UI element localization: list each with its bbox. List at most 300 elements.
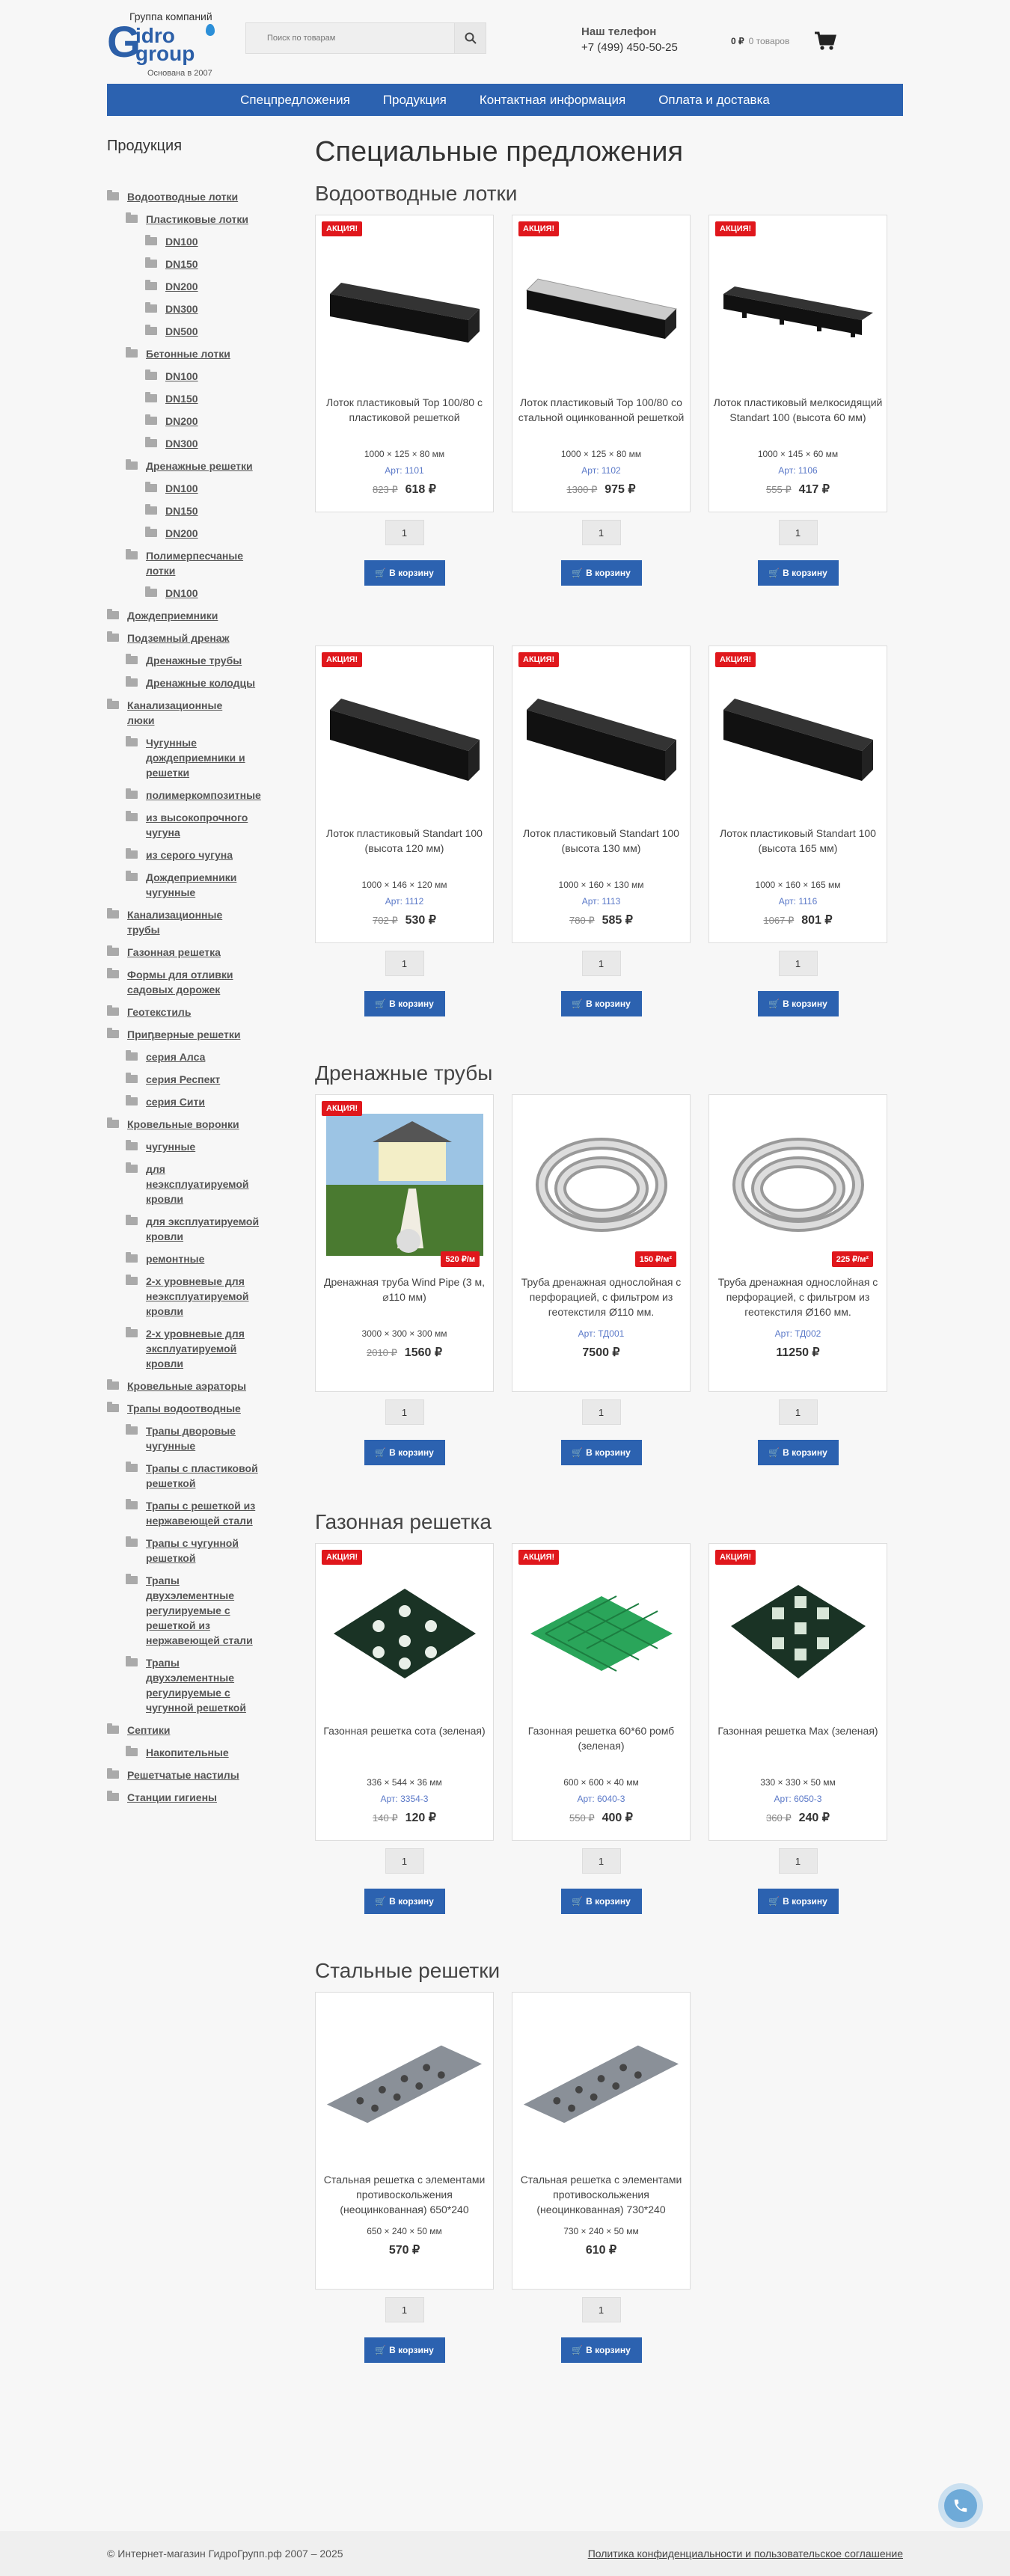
sidebar-item[interactable] bbox=[107, 1767, 287, 1782]
sidebar-item[interactable] bbox=[107, 346, 287, 361]
product-box[interactable] bbox=[512, 1094, 691, 1392]
product-image[interactable] bbox=[323, 2000, 486, 2165]
product-article: Арт: 1116 bbox=[778, 896, 818, 907]
cart-icon: 🛒 bbox=[768, 1896, 780, 1907]
product-box[interactable] bbox=[315, 1094, 494, 1392]
sidebar-item-label[interactable]: DN200 bbox=[165, 280, 198, 292]
product-name[interactable]: Газонная решетка 60*60 ромб (зеленая) bbox=[527, 1725, 675, 1752]
product-name[interactable]: Труба дренажная однослойная с перфорацией, с фильтром из геотекстиля Ø110 мм. bbox=[521, 1276, 682, 1318]
sidebar-item[interactable] bbox=[107, 189, 287, 204]
sidebar-item[interactable] bbox=[107, 810, 287, 840]
sidebar-item-label[interactable]: Трапы с решеткой из нержавеющей стали bbox=[146, 1500, 256, 1527]
sidebar-item-label[interactable]: DN100 bbox=[165, 587, 198, 599]
product-card bbox=[315, 215, 494, 586]
product-card bbox=[512, 645, 691, 1016]
quantity-input[interactable]: 1 bbox=[779, 1399, 818, 1425]
quantity-input[interactable]: 1 bbox=[582, 1848, 621, 1874]
sidebar-item[interactable] bbox=[107, 526, 287, 541]
folder-icon bbox=[145, 589, 157, 597]
folder-icon bbox=[145, 417, 157, 425]
product-name[interactable]: Лоток пластиковый мелкосидящий Standart 100 (высота 60 мм) bbox=[713, 396, 883, 423]
sidebar-item-label[interactable]: Трапы двухэлементные регулируемые с решеткой из нержавеющей стали bbox=[146, 1574, 253, 1646]
sidebar-item-label[interactable]: Кровельные воронки bbox=[127, 1118, 239, 1130]
search-input[interactable] bbox=[246, 23, 448, 53]
sidebar-item[interactable] bbox=[107, 675, 287, 690]
sidebar-item-label[interactable]: Накопительные bbox=[146, 1747, 229, 1758]
sidebar-item[interactable] bbox=[107, 1005, 287, 1019]
product-box[interactable] bbox=[512, 1992, 691, 2290]
add-to-cart-label: В корзину bbox=[783, 1896, 827, 1907]
sidebar-item[interactable] bbox=[107, 1401, 287, 1416]
product-box[interactable] bbox=[315, 1992, 494, 2290]
sidebar-item[interactable] bbox=[107, 945, 287, 960]
footer-copyright: © Интернет-магазин ГидроГрупп.рф 2007 – 2025 bbox=[107, 2548, 343, 2560]
sidebar-item[interactable] bbox=[107, 653, 287, 668]
unit-price-badge: 225 ₽/м² bbox=[832, 1251, 873, 1267]
sidebar-item[interactable] bbox=[107, 1274, 287, 1319]
sidebar-item[interactable] bbox=[107, 414, 287, 429]
sidebar-item-label[interactable]: из высокопрочного чугуна bbox=[146, 812, 248, 838]
sidebar-item-label[interactable]: Станции гигиены bbox=[127, 1791, 217, 1803]
add-to-cart-button[interactable] bbox=[758, 1889, 839, 1914]
product-name[interactable]: Лоток пластиковый Standart 100 (высота 130 мм) bbox=[523, 827, 679, 854]
folder-icon bbox=[126, 656, 138, 664]
product-image[interactable] bbox=[520, 2000, 682, 2165]
sidebar-item-label[interactable]: DN200 bbox=[165, 415, 198, 427]
add-to-cart-button[interactable] bbox=[758, 1440, 839, 1465]
sale-badge: АКЦИЯ! bbox=[715, 652, 756, 667]
product-card bbox=[315, 1992, 494, 2363]
folder-icon bbox=[145, 484, 157, 492]
logo-since: Основана в 2007 bbox=[147, 69, 212, 78]
product-price bbox=[316, 913, 493, 927]
sidebar-item[interactable] bbox=[107, 1117, 287, 1132]
sidebar-item-label[interactable]: Подземный дренаж bbox=[127, 632, 230, 644]
product-image[interactable] bbox=[323, 1103, 486, 1267]
product-name[interactable]: Лоток пластиковый Top 100/80 с пластиковой решеткой bbox=[326, 396, 483, 423]
product-image[interactable] bbox=[520, 654, 682, 818]
add-to-cart-button[interactable] bbox=[364, 2337, 445, 2363]
sidebar-item-label[interactable]: Водоотводные лотки bbox=[127, 191, 239, 203]
sidebar-item[interactable] bbox=[107, 1379, 287, 1393]
sidebar-item-label[interactable]: серия Сити bbox=[146, 1096, 205, 1108]
folder-icon bbox=[126, 1217, 138, 1225]
product-box[interactable] bbox=[708, 645, 887, 943]
sidebar-item-label[interactable]: для эксплуатируемой кровли bbox=[146, 1215, 260, 1242]
quantity-input[interactable]: 1 bbox=[582, 1399, 621, 1425]
sidebar-item[interactable] bbox=[107, 1139, 287, 1154]
sidebar-item-label[interactable]: серия Алса bbox=[146, 1051, 206, 1063]
sidebar-item[interactable] bbox=[107, 1094, 287, 1109]
sidebar-item[interactable] bbox=[107, 436, 287, 451]
quantity-input[interactable]: 1 bbox=[385, 951, 424, 976]
unit-price-badge: 520 ₽/м bbox=[441, 1251, 480, 1267]
product-box[interactable] bbox=[512, 1543, 691, 1841]
phone-label: Наш телефон bbox=[581, 25, 657, 38]
sidebar-item[interactable] bbox=[107, 1423, 287, 1453]
folder-icon bbox=[126, 461, 138, 470]
quantity-input[interactable]: 1 bbox=[582, 520, 621, 545]
sidebar-item-label[interactable]: Дренажные трубы bbox=[146, 654, 242, 666]
sidebar-item[interactable] bbox=[107, 548, 287, 578]
search-box bbox=[245, 22, 486, 54]
nav-products[interactable]: Продукция bbox=[382, 93, 447, 107]
product-dims: 1000 × 125 × 80 мм bbox=[364, 449, 445, 459]
product-image[interactable] bbox=[323, 223, 486, 387]
product-image[interactable] bbox=[520, 1551, 682, 1716]
product-grid bbox=[315, 1543, 903, 1914]
sidebar-item[interactable] bbox=[107, 1536, 287, 1565]
product-image[interactable] bbox=[717, 1103, 879, 1267]
product-box[interactable] bbox=[708, 1543, 887, 1841]
sidebar-item-label[interactable]: Дождеприемники bbox=[127, 610, 218, 622]
product-image[interactable] bbox=[717, 223, 879, 387]
sale-badge: АКЦИЯ! bbox=[322, 1101, 362, 1116]
product-card bbox=[708, 645, 887, 1016]
add-to-cart-label: В корзину bbox=[783, 999, 827, 1009]
product-section bbox=[315, 1959, 903, 2363]
sidebar-item-label[interactable]: Канализационные люки bbox=[127, 699, 223, 726]
sidebar-item-label[interactable]: DN300 bbox=[165, 438, 198, 450]
old-price: 1067 ₽ bbox=[763, 915, 795, 926]
sidebar-item[interactable] bbox=[107, 391, 287, 406]
sidebar-item[interactable] bbox=[107, 1251, 287, 1266]
folder-icon bbox=[107, 634, 119, 642]
sidebar-item-label[interactable]: DN150 bbox=[165, 505, 198, 517]
add-to-cart-button[interactable] bbox=[364, 1440, 445, 1465]
product-card bbox=[512, 1543, 691, 1914]
sidebar-item[interactable] bbox=[107, 1326, 287, 1371]
product-card bbox=[512, 1094, 691, 1465]
sidebar-item[interactable] bbox=[107, 1049, 287, 1064]
add-to-cart-button[interactable] bbox=[758, 991, 839, 1016]
product-card bbox=[512, 1992, 691, 2363]
sidebar-item[interactable] bbox=[107, 1072, 287, 1087]
product-price bbox=[512, 2242, 690, 2257]
sidebar-item[interactable] bbox=[107, 907, 287, 937]
folder-icon bbox=[145, 282, 157, 290]
product-name[interactable]: Труба дренажная однослойная с перфорацией, с фильтром из геотекстиля Ø160 мм. bbox=[717, 1276, 878, 1318]
sidebar-item-label[interactable]: Чугунные дождеприемники и решетки bbox=[146, 737, 245, 779]
sidebar-item[interactable] bbox=[107, 257, 287, 272]
sidebar-item-label[interactable]: Дренажные колодцы bbox=[146, 677, 256, 689]
sidebar-item[interactable] bbox=[107, 586, 287, 601]
sidebar-item-label[interactable]: DN100 bbox=[165, 370, 198, 382]
sidebar-item[interactable] bbox=[107, 698, 287, 728]
product-card bbox=[315, 1543, 494, 1914]
sidebar-item-label[interactable]: серия Респект bbox=[146, 1073, 221, 1085]
sidebar-item-label[interactable]: полимеркомпозитные bbox=[146, 789, 261, 801]
sidebar-item-label[interactable]: Кровельные аэраторы bbox=[127, 1380, 247, 1392]
folder-icon bbox=[126, 1329, 138, 1337]
quantity-input[interactable]: 1 bbox=[385, 520, 424, 545]
quantity-input[interactable]: 1 bbox=[385, 1848, 424, 1874]
sidebar-item[interactable] bbox=[107, 1790, 287, 1805]
product-name[interactable]: Стальная решетка с элементами противоскольжения (неоцинкованная) 650*240 bbox=[323, 2174, 486, 2215]
add-to-cart-label: В корзину bbox=[389, 999, 434, 1009]
product-box[interactable] bbox=[512, 645, 691, 943]
product-name[interactable]: Дренажная труба Wind Pipe (3 м, ⌀110 мм) bbox=[323, 1276, 486, 1303]
product-price bbox=[709, 1810, 887, 1825]
current-price: 610 ₽ bbox=[585, 2244, 617, 2257]
sidebar-item[interactable] bbox=[107, 503, 287, 518]
sidebar-item-label[interactable]: Полимерпесчаные лотки bbox=[146, 550, 244, 577]
product-image[interactable] bbox=[520, 1103, 682, 1267]
cart-icon: 🛒 bbox=[375, 1447, 387, 1458]
add-to-cart-button[interactable] bbox=[561, 2337, 642, 2363]
sidebar-item[interactable] bbox=[107, 967, 287, 997]
quantity-input[interactable]: 1 bbox=[582, 2297, 621, 2322]
current-price: 585 ₽ bbox=[602, 914, 633, 927]
sidebar-item-label[interactable]: Дождеприемники чугунные bbox=[146, 871, 237, 898]
folder-icon bbox=[126, 813, 138, 821]
sidebar-item-label[interactable]: Трапы с пластиковой решеткой bbox=[146, 1462, 258, 1489]
current-price: 975 ₽ bbox=[605, 483, 636, 496]
sidebar-item-label[interactable]: Геотекстиль bbox=[127, 1006, 192, 1018]
product-article: Арт: 1113 bbox=[581, 896, 621, 907]
product-price bbox=[512, 913, 690, 927]
sidebar-item-label[interactable]: Решетчатые настилы bbox=[127, 1769, 239, 1781]
cart-icon: 🛒 bbox=[375, 2345, 387, 2355]
product-grid bbox=[315, 1992, 903, 2363]
search-button[interactable] bbox=[454, 23, 486, 53]
product-grid bbox=[315, 1094, 903, 1465]
folder-icon bbox=[126, 1277, 138, 1285]
sidebar-item[interactable] bbox=[107, 847, 287, 862]
add-to-cart-button[interactable] bbox=[561, 560, 642, 586]
add-to-cart-label: В корзину bbox=[783, 568, 827, 578]
sidebar-item[interactable] bbox=[107, 369, 287, 384]
product-box[interactable] bbox=[512, 215, 691, 512]
add-to-cart-button[interactable] bbox=[364, 991, 445, 1016]
sidebar-item-label[interactable]: Бетонные лотки bbox=[146, 348, 230, 360]
current-price: 1560 ₽ bbox=[404, 1346, 443, 1359]
sidebar-item-label[interactable]: Трапы с чугунной решеткой bbox=[146, 1537, 239, 1564]
logo[interactable] bbox=[107, 9, 227, 80]
sidebar-item-label[interactable]: 2-х уровневые для эксплуатируемой кровли bbox=[146, 1328, 245, 1370]
product-article: Арт: 1106 bbox=[778, 465, 818, 476]
sidebar-item[interactable] bbox=[107, 1162, 287, 1206]
quantity-input[interactable]: 1 bbox=[779, 1848, 818, 1874]
sidebar-item-label[interactable]: DN150 bbox=[165, 258, 198, 270]
cart-summary[interactable] bbox=[731, 36, 789, 46]
sidebar-item[interactable] bbox=[107, 1723, 287, 1738]
product-section bbox=[315, 1061, 903, 1465]
sidebar-item[interactable] bbox=[107, 481, 287, 496]
add-to-cart-button[interactable] bbox=[561, 1440, 642, 1465]
logo-top-text: Группа компаний bbox=[129, 10, 212, 22]
folder-icon bbox=[107, 910, 119, 919]
product-dims: 1000 × 160 × 165 мм bbox=[755, 880, 841, 890]
product-image[interactable] bbox=[717, 654, 879, 818]
product-box[interactable] bbox=[315, 1543, 494, 1841]
sidebar-item[interactable] bbox=[107, 301, 287, 316]
add-to-cart-label: В корзину bbox=[783, 1447, 827, 1458]
sidebar-item-label[interactable]: 2-х уровневые для неэксплуатируемой кровли bbox=[146, 1275, 249, 1317]
sale-badge: АКЦИЯ! bbox=[518, 1550, 559, 1565]
product-name[interactable]: Лоток пластиковый Top 100/80 со стальной оцинкованной решеткой bbox=[518, 396, 685, 423]
sidebar-item[interactable] bbox=[107, 870, 287, 900]
product-article: Арт: ТД001 bbox=[578, 1328, 625, 1339]
sidebar-item-label[interactable]: DN100 bbox=[165, 482, 198, 494]
product-article: Арт: 1102 bbox=[581, 465, 621, 476]
product-box[interactable] bbox=[315, 215, 494, 512]
old-price: 823 ₽ bbox=[373, 484, 398, 495]
quantity-input[interactable]: 1 bbox=[385, 1399, 424, 1425]
sidebar bbox=[107, 138, 287, 1812]
product-box[interactable] bbox=[315, 645, 494, 943]
current-price: 11250 ₽ bbox=[776, 1346, 820, 1359]
product-dims: 3000 × 300 × 300 мм bbox=[361, 1328, 447, 1339]
cart-sum: 0 ₽ bbox=[731, 36, 744, 46]
folder-icon bbox=[126, 1658, 138, 1666]
footer-policy-link[interactable]: Политика конфиденциальности и пользовательское соглашение bbox=[587, 2548, 903, 2560]
folder-icon bbox=[107, 1120, 119, 1128]
product-name[interactable]: Лоток пластиковый Standart 100 (высота 120 мм) bbox=[326, 827, 483, 854]
folder-icon bbox=[126, 1426, 138, 1435]
main-content bbox=[315, 136, 903, 2363]
sidebar-item-label[interactable]: Септики bbox=[127, 1724, 171, 1736]
current-price: 417 ₽ bbox=[798, 483, 830, 496]
sidebar-item[interactable] bbox=[107, 1745, 287, 1760]
sidebar-item[interactable] bbox=[107, 1498, 287, 1528]
sidebar-item[interactable] bbox=[107, 324, 287, 339]
product-article: Арт: ТД002 bbox=[774, 1328, 821, 1339]
sidebar-item-label[interactable]: Трапы водоотводные bbox=[127, 1402, 241, 1414]
product-image[interactable] bbox=[520, 223, 682, 387]
footer bbox=[0, 2531, 1010, 2576]
product-name[interactable]: Стальная решетка с элементами противоскольжения (неоцинкованная) 730*240 bbox=[520, 2174, 682, 2215]
callback-button[interactable] bbox=[938, 2483, 983, 2528]
quantity-input[interactable]: 1 bbox=[779, 951, 818, 976]
sidebar-item[interactable] bbox=[107, 459, 287, 473]
add-to-cart-label: В корзину bbox=[586, 999, 631, 1009]
product-card bbox=[315, 1094, 494, 1465]
product-image[interactable] bbox=[717, 1551, 879, 1716]
sidebar-item-label[interactable]: DN150 bbox=[165, 393, 198, 405]
folder-icon bbox=[126, 1501, 138, 1509]
search-icon bbox=[465, 32, 477, 44]
product-grid bbox=[315, 215, 903, 1016]
product-price bbox=[512, 1810, 690, 1825]
sidebar-item-label[interactable]: для неэксплуатируемой кровли bbox=[146, 1163, 249, 1205]
section-title: Водоотводные лотки bbox=[315, 182, 518, 205]
phone-number[interactable]: +7 (499) 450-50-25 bbox=[581, 41, 678, 54]
sidebar-item-label[interactable]: ремонтные bbox=[146, 1253, 205, 1265]
nav-special[interactable]: Спецпредложения bbox=[240, 93, 350, 107]
folder-icon bbox=[126, 873, 138, 881]
product-dims: 1000 × 125 × 80 мм bbox=[560, 449, 642, 459]
sidebar-item[interactable] bbox=[107, 1214, 287, 1244]
sidebar-item-label[interactable]: Приդверные решетки bbox=[127, 1028, 241, 1040]
cart-icon: 🛒 bbox=[375, 568, 387, 578]
sidebar-item[interactable] bbox=[107, 279, 287, 294]
product-article: Арт: 1112 bbox=[385, 896, 424, 907]
sidebar-item[interactable] bbox=[107, 788, 287, 803]
folder-icon bbox=[145, 372, 157, 380]
folder-icon bbox=[145, 327, 157, 335]
add-to-cart-button[interactable] bbox=[561, 1889, 642, 1914]
product-card bbox=[708, 1543, 887, 1914]
sidebar-item[interactable] bbox=[107, 1573, 287, 1648]
sidebar-item[interactable] bbox=[107, 212, 287, 227]
nav-payment[interactable]: Оплата и доставка bbox=[658, 93, 770, 107]
product-box[interactable] bbox=[708, 215, 887, 512]
add-to-cart-button[interactable] bbox=[364, 560, 445, 586]
sidebar-item-label[interactable]: DN200 bbox=[165, 527, 198, 539]
add-to-cart-label: В корзину bbox=[389, 1447, 434, 1458]
folder-icon bbox=[126, 1464, 138, 1472]
sidebar-item[interactable] bbox=[107, 1461, 287, 1491]
sidebar-item[interactable] bbox=[107, 234, 287, 249]
product-box[interactable] bbox=[708, 1094, 887, 1392]
sale-badge: АКЦИЯ! bbox=[322, 652, 362, 667]
sidebar-item[interactable] bbox=[107, 735, 287, 780]
product-dims: 330 × 330 × 50 мм bbox=[760, 1777, 836, 1788]
sidebar-item-label[interactable]: Формы для отливки садовых дорожек bbox=[127, 969, 233, 996]
product-name[interactable]: Газонная решетка Max (зеленая) bbox=[717, 1725, 878, 1737]
sidebar-item-label[interactable]: DN100 bbox=[165, 236, 198, 248]
product-price bbox=[709, 1345, 887, 1360]
sidebar-item[interactable] bbox=[107, 631, 287, 645]
sidebar-item-label[interactable]: Газонная решетка bbox=[127, 946, 221, 958]
add-to-cart-button[interactable] bbox=[561, 991, 642, 1016]
add-to-cart-label: В корзину bbox=[586, 1896, 631, 1907]
sidebar-item-label[interactable]: Трапы дворовые чугунные bbox=[146, 1425, 236, 1452]
add-to-cart-label: В корзину bbox=[586, 2345, 631, 2355]
product-section bbox=[315, 1510, 903, 1914]
product-image[interactable] bbox=[323, 1551, 486, 1716]
sidebar-item-label[interactable]: чугунные bbox=[146, 1141, 196, 1153]
nav-contacts[interactable]: Контактная информация bbox=[479, 93, 626, 107]
add-to-cart-button[interactable] bbox=[758, 560, 839, 586]
folder-icon bbox=[126, 791, 138, 799]
sidebar-item[interactable] bbox=[107, 1655, 287, 1715]
folder-icon bbox=[126, 738, 138, 746]
quantity-input[interactable]: 1 bbox=[582, 951, 621, 976]
sidebar-item-label[interactable]: Канализационные трубы bbox=[127, 909, 223, 936]
product-dims: 600 × 600 × 40 мм bbox=[563, 1777, 639, 1788]
phone-icon bbox=[952, 2497, 969, 2514]
cart-icon[interactable] bbox=[814, 31, 836, 55]
sidebar-item[interactable] bbox=[107, 608, 287, 623]
folder-icon bbox=[126, 1075, 138, 1083]
quantity-input[interactable]: 1 bbox=[779, 520, 818, 545]
product-name[interactable]: Лоток пластиковый Standart 100 (высота 165 мм) bbox=[720, 827, 876, 854]
current-price: 618 ₽ bbox=[405, 483, 436, 496]
sidebar-item-label[interactable]: DN500 bbox=[165, 325, 198, 337]
folder-icon bbox=[145, 394, 157, 402]
current-price: 530 ₽ bbox=[405, 914, 436, 927]
folder-icon bbox=[107, 1030, 119, 1038]
product-name[interactable]: Газонная решетка сота (зеленая) bbox=[323, 1725, 486, 1737]
product-price bbox=[709, 913, 887, 927]
cart-icon: 🛒 bbox=[572, 1447, 584, 1458]
sidebar-item-label[interactable]: из серого чугуна bbox=[146, 849, 233, 861]
sidebar-item[interactable] bbox=[107, 1027, 287, 1042]
product-image[interactable] bbox=[323, 654, 486, 818]
folder-icon bbox=[126, 215, 138, 223]
quantity-input[interactable]: 1 bbox=[385, 2297, 424, 2322]
folder-icon bbox=[107, 611, 119, 619]
add-to-cart-button[interactable] bbox=[364, 1889, 445, 1914]
cart-icon: 🛒 bbox=[768, 568, 780, 578]
sidebar-item-label[interactable]: Трапы двухэлементные регулируемые с чугунной решеткой bbox=[146, 1657, 246, 1714]
sidebar-item-label[interactable]: Дренажные решетки bbox=[146, 460, 253, 472]
folder-icon bbox=[126, 349, 138, 358]
sidebar-item-label[interactable]: DN300 bbox=[165, 303, 198, 315]
sidebar-item-label[interactable]: Пластиковые лотки bbox=[146, 213, 248, 225]
